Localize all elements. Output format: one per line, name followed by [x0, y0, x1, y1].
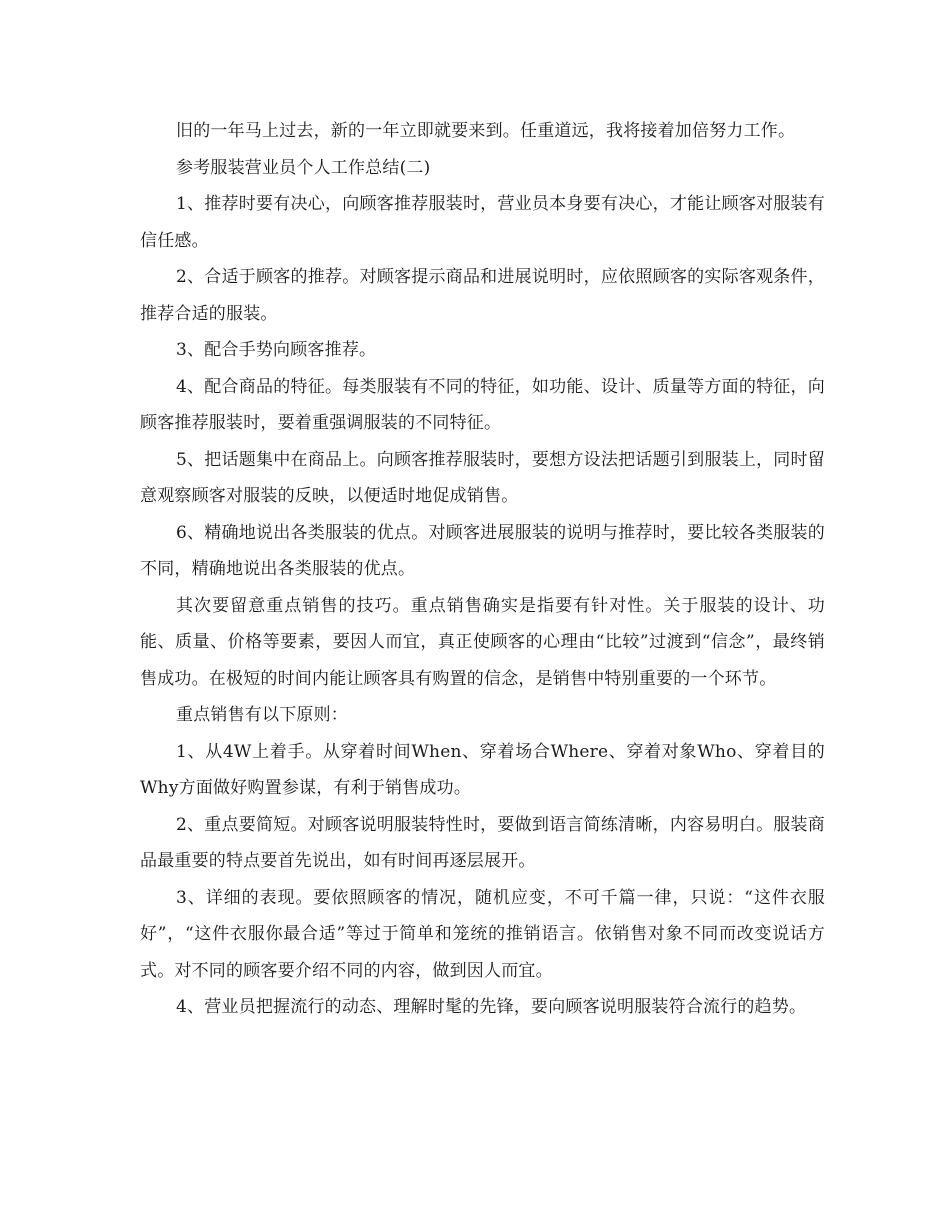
paragraph-principle-2: 2、重点要简短。对顾客说明服装特性时，要做到语言简练清晰，内容易明白。服装商品最重要的特点要首先说出，如有时间再逐层展开。 — [140, 814, 825, 871]
document-body — [140, 113, 825, 1026]
paragraph-principle-4: 4、营业员把握流行的动态、理解时髦的先锋，要向顾客说明服装符合流行的趋势。 — [176, 997, 807, 1017]
section-heading: 参考服装营业员个人工作总结(二) — [176, 157, 431, 178]
paragraph-closing: 旧的一年马上过去，新的一年立即就要来到。任重道远，我将接着加倍努力工作。 — [176, 121, 796, 141]
paragraph-principle-1: 1、从4W上着手。从穿着时间When、穿着场合Where、穿着对象Who、穿着目的Why方面做好购置参谋，有利于销售成功。 — [140, 741, 825, 798]
paragraph-item-5: 5、把话题集中在商品上。向顾客推荐服装时，要想方设法把话题引到服装上，同时留意观察顾客对服装的反映，以便适时地促成销售。 — [140, 449, 825, 506]
paragraph-principle-3: 3、详细的表现。要依照顾客的情况，随机应变，不可千篇一律，只说：“这件衣服好”，“这件衣服你最合适”等过于简单和笼统的推销语言。依销售对象不同而改变说话方式。对不同的顾客要介绍不同的内容，做到因人而宜。 — [140, 887, 825, 981]
paragraph-sales-technique: 其次要留意重点销售的技巧。重点销售确实是指要有针对性。关于服装的设计、功能、质量、价格等要素，要因人而宜，真正使顾客的心理由“比较”过渡到“信念”，最终销售成功。在极短的时间内能让顾客具有购置的信念，是销售中特别重要的一个环节。 — [140, 595, 825, 689]
paragraph-principles-intro: 重点销售有以下原则： — [176, 705, 348, 725]
paragraph-item-6: 6、精确地说出各类服装的优点。对顾客进展服装的说明与推荐时，要比较各类服装的不同，精确地说出各类服装的优点。 — [140, 522, 825, 579]
paragraph-item-3: 3、配合手势向顾客推荐。 — [176, 340, 377, 360]
paragraph-item-4: 4、配合商品的特征。每类服装有不同的特征，如功能、设计、质量等方面的特征，向顾客推荐服装时，要着重强调服装的不同特征。 — [140, 376, 825, 433]
paragraph-item-2: 2、合适于顾客的推荐。对顾客提示商品和进展说明时，应依照顾客的实际客观条件，推荐合适的服装。 — [140, 267, 825, 324]
paragraph-item-1: 1、推荐时要有决心，向顾客推荐服装时，营业员本身要有决心，才能让顾客对服装有信任感。 — [140, 194, 825, 251]
